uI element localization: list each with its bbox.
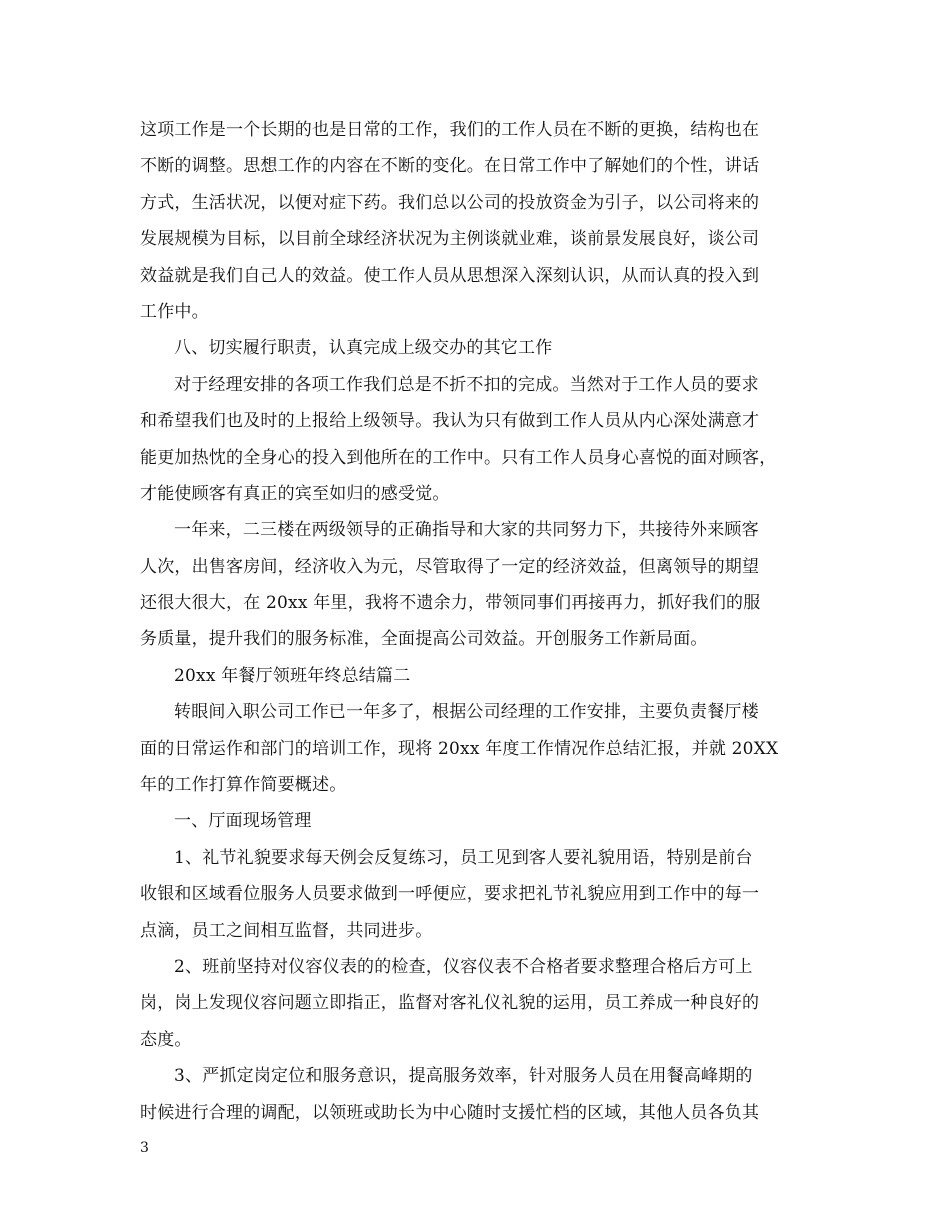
text-line: 和希望我们也及时的上报给上级领导。我认为只有做到工作人员从内心深处满意才 <box>140 411 760 432</box>
text-line: 方式，生活状况，以便对症下药。我们总以公司的投放资金为引子，以公司将来的 <box>140 192 760 213</box>
text-line: 3、严抓定岗定位和服务意识，提高服务效率，针对服务人员在用餐高峰期的 <box>174 1066 753 1087</box>
text-line: 一年来，二三楼在两级领导的正确指导和大家的共同努力下，共接待外来顾客 <box>174 520 759 541</box>
text-line: 才能使顾客有真正的宾至如归的感受觉。 <box>140 483 450 504</box>
text-line: 一、厅面现场管理 <box>174 811 312 832</box>
text-line: 发展规模为目标，以目前全球经济状况为主例谈就业难，谈前景发展良好，谈公司 <box>140 229 760 250</box>
text-line: 八、切实履行职责，认真完成上级交办的其它工作 <box>174 338 553 359</box>
text-line: 人次，出售客房间，经济收入为元，尽管取得了一定的经济效益，但离领导的期望 <box>140 556 760 577</box>
text-line: 转眼间入职公司工作已一年多了，根据公司经理的工作安排，主要负责餐厅楼 <box>174 702 759 723</box>
text-line: 对于经理安排的各项工作我们总是不折不扣的完成。当然对于工作人员的要求 <box>174 374 759 395</box>
text-line: 收银和区域看位服务人员要求做到一呼便应，要求把礼节礼貌应用到工作中的每一 <box>140 884 760 905</box>
text-line: 时候进行合理的调配，以领班或助长为中心随时支援忙档的区域，其他人员各负其 <box>140 1102 760 1123</box>
text-line: 年的工作打算作简要概述。 <box>140 775 347 796</box>
text-line: 2、班前坚持对仪容仪表的的检查，仪容仪表不合格者要求整理合格后方可上 <box>174 956 753 977</box>
text-line: 还很大很大，在 20xx 年里，我将不遗余力，带领同事们再接再力，抓好我们的服 <box>140 593 761 614</box>
text-line: 面的日常运作和部门的培训工作，现将 20xx 年度工作情况作总结汇报，并就 20XX <box>140 738 779 759</box>
text-line: 效益就是我们自己人的效益。使工作人员从思想深入深刻认识，从而认真的投入到 <box>140 265 760 286</box>
text-line: 工作中。 <box>140 301 209 322</box>
text-line: 能更加热忱的全身心的投入到他所在的工作中。只有工作人员身心喜悦的面对顾客， <box>140 447 777 468</box>
text-line: 不断的调整。思想工作的内容在不断的变化。在日常工作中了解她们的个性，讲话 <box>140 156 760 177</box>
body-text <box>140 112 810 1131</box>
text-line: 这项工作是一个长期的也是日常的工作，我们的工作人员在不断的更换，结构也在 <box>140 120 760 140</box>
text-line: 岗，岗上发现仪容问题立即指正，监督对客礼仪礼貌的运用，员工养成一种良好的 <box>140 993 760 1014</box>
text-line: 点滴，员工之间相互监督，共同进步。 <box>140 920 433 941</box>
text-line: 态度。 <box>140 1029 192 1050</box>
text-line: 20xx 年餐厅领班年终总结篇二 <box>174 665 411 686</box>
text-line: 务质量，提升我们的服务标准，全面提高公司效益。开创服务工作新局面。 <box>140 629 708 650</box>
page-number: 3 <box>140 1140 149 1156</box>
text-line: 1、礼节礼貌要求每天例会反复练习，员工见到客人要礼貌用语，特别是前台 <box>174 847 753 868</box>
